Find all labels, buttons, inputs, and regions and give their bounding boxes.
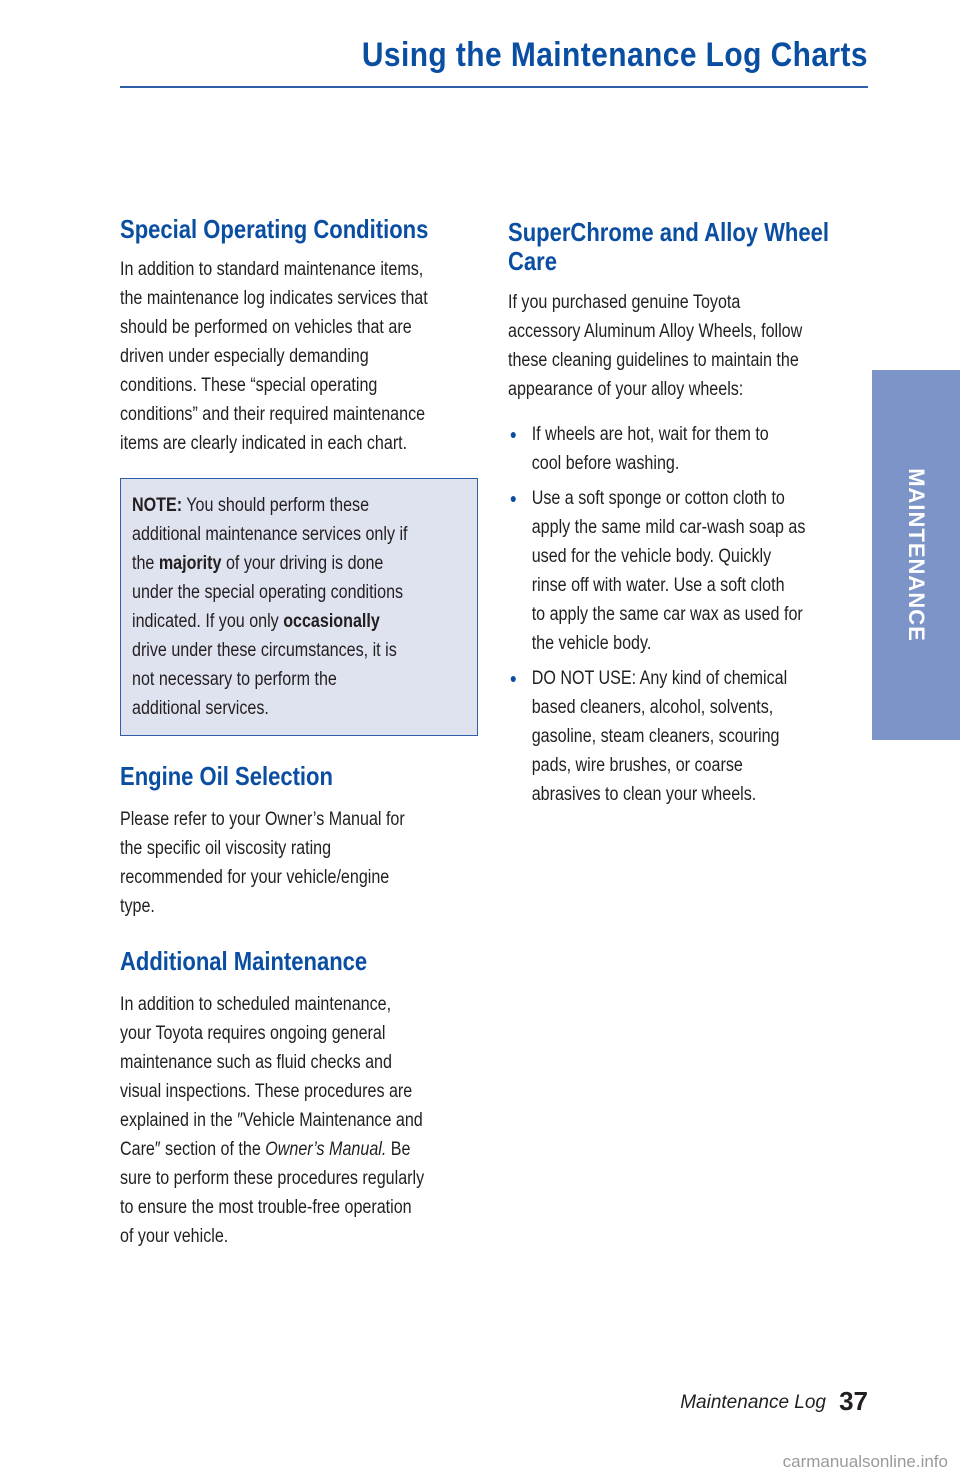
text-line: should be performed on vehicles that are (120, 317, 412, 338)
text-line: If wheels are hot, wait for them to (531, 424, 769, 445)
text-line: drive under these circumstances, it is (132, 640, 397, 661)
text-line: gasoline, steam cleaners, scouring (531, 726, 780, 747)
section-tab-label: MAINTENANCE (904, 468, 929, 642)
text-line: Be (390, 1139, 411, 1160)
text-line: additional services. (132, 698, 269, 719)
title-divider (120, 86, 868, 88)
text-line: the specific oil viscosity rating (120, 838, 332, 859)
text-line: the maintenance log indicates services that (120, 288, 428, 309)
heading-line: SuperChrome and Alloy Wheel (508, 217, 829, 247)
text-line: conditions. These “special operating (120, 375, 378, 396)
text-line: the vehicle body. (531, 633, 652, 654)
text-line: abrasives to clean your wheels. (531, 784, 757, 805)
text-line: of your vehicle. (120, 1226, 229, 1247)
left-column (120, 215, 480, 1251)
text-line: pads, wire brushes, or coarse (531, 755, 743, 776)
section-tab-maintenance (872, 370, 960, 740)
note-label: NOTE: (132, 495, 183, 516)
text-line: cool before washing. (531, 453, 680, 474)
text-line: based cleaners, alcohol, solvents, (531, 697, 774, 718)
text-line: maintenance such as fluid checks and (120, 1052, 392, 1073)
list-item (508, 664, 868, 809)
wheel-care-bullets (508, 420, 868, 809)
additional-maintenance-text (120, 990, 480, 1251)
text-line: your Toyota requires ongoing general (120, 1023, 386, 1044)
text-line: Care″ section of the (120, 1139, 261, 1160)
text-line: accessory Aluminum Alloy Wheels, follow (508, 321, 803, 342)
text-line: not necessary to perform the (132, 669, 337, 690)
list-item (508, 420, 868, 478)
additional-maintenance-heading: Additional Maintenance (120, 946, 368, 976)
text-line: these cleaning guidelines to maintain the (508, 350, 799, 371)
note-box (120, 478, 478, 736)
page-title: Using the Maintenance Log Charts (361, 36, 868, 74)
text-line: DO NOT USE: Any kind of chemical (531, 668, 788, 689)
page-number: 37 (839, 1386, 868, 1416)
text-line: items are clearly indicated in each chart. (120, 433, 408, 454)
text-line: used for the vehicle body. Quickly (531, 546, 772, 567)
text-line: driven under especially demanding (120, 346, 369, 367)
text-line: visual inspections. These procedures are (120, 1081, 413, 1102)
right-column (508, 218, 868, 815)
emphasis-majority: majority (158, 553, 222, 574)
text-line: You should perform these (186, 495, 370, 516)
text-line: to apply the same car wax as used for (531, 604, 803, 625)
text-line: indicated. If you only (132, 611, 279, 632)
bullet-icon: ● (509, 426, 517, 442)
text-line: In addition to scheduled maintenance, (120, 994, 392, 1015)
list-item (508, 484, 868, 658)
text-line: additional maintenance services only if (132, 524, 408, 545)
special-conditions-heading: Special Operating Conditions (120, 214, 429, 244)
text-line: In addition to standard maintenance items, (120, 259, 424, 280)
emphasis-occasionally: occasionally (283, 611, 380, 632)
engine-oil-text (120, 805, 480, 921)
text-line: apply the same mild car-wash soap as (531, 517, 806, 538)
footer-label: Maintenance Log (680, 1392, 826, 1413)
text-line: conditions” and their required maintenance (120, 404, 426, 425)
text-line: If you purchased genuine Toyota (508, 292, 741, 313)
owners-manual-reference: Owner’s Manual. (265, 1139, 387, 1160)
text-line: appearance of your alloy wheels: (508, 379, 744, 400)
note-text (132, 491, 467, 723)
wheel-care-intro (508, 288, 868, 404)
heading-line: Care (508, 246, 557, 276)
text-line: to ensure the most trouble-free operation (120, 1197, 412, 1218)
bullet-icon: ● (509, 670, 517, 686)
watermark: carmanualsonline.info (782, 1452, 948, 1471)
engine-oil-heading: Engine Oil Selection (120, 761, 333, 791)
bullet-icon: ● (509, 490, 517, 506)
special-conditions-text (120, 255, 480, 458)
text-line: of your driving is done (225, 553, 384, 574)
text-line: explained in the ″Vehicle Maintenance and (120, 1110, 423, 1131)
text-line: sure to perform these procedures regularly (120, 1168, 425, 1189)
wheel-care-heading (508, 218, 868, 276)
text-line: Please refer to your Owner’s Manual for (120, 809, 405, 830)
text-line: type. (120, 896, 155, 917)
text-line: recommended for your vehicle/engine (120, 867, 390, 888)
text-line: Use a soft sponge or cotton cloth to (531, 488, 785, 509)
text-line: the (132, 553, 155, 574)
text-line: rinse off with water. Use a soft cloth (531, 575, 785, 596)
text-line: under the special operating conditions (132, 582, 404, 603)
